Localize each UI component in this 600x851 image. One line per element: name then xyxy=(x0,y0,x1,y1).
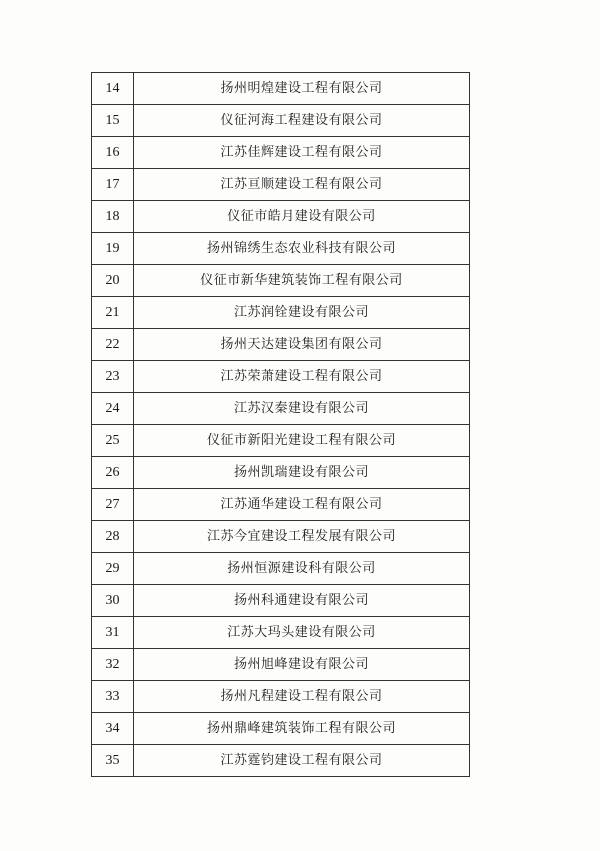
row-number: 20 xyxy=(92,265,134,297)
row-number: 16 xyxy=(92,137,134,169)
table-row xyxy=(92,233,470,265)
company-name: 江苏今宜建设工程发展有限公司 xyxy=(134,521,470,553)
row-number: 15 xyxy=(92,105,134,137)
company-name: 江苏通华建设工程有限公司 xyxy=(134,489,470,521)
company-name: 仪征市皓月建设有限公司 xyxy=(134,201,470,233)
row-number: 31 xyxy=(92,617,134,649)
company-list-table xyxy=(91,72,470,777)
row-number: 26 xyxy=(92,457,134,489)
company-name: 扬州旭峰建设有限公司 xyxy=(134,649,470,681)
company-name: 扬州天达建设集团有限公司 xyxy=(134,329,470,361)
company-name: 扬州鼎峰建筑装饰工程有限公司 xyxy=(134,713,470,745)
table-row xyxy=(92,73,470,105)
table-row xyxy=(92,713,470,745)
row-number: 19 xyxy=(92,233,134,265)
company-name: 扬州科通建设有限公司 xyxy=(134,585,470,617)
row-number: 22 xyxy=(92,329,134,361)
table-row xyxy=(92,105,470,137)
table-row xyxy=(92,745,470,777)
company-name: 扬州恒源建设科有限公司 xyxy=(134,553,470,585)
row-number: 27 xyxy=(92,489,134,521)
table-row xyxy=(92,553,470,585)
company-name: 扬州凡程建设工程有限公司 xyxy=(134,681,470,713)
company-name: 扬州凯瑞建设有限公司 xyxy=(134,457,470,489)
row-number: 30 xyxy=(92,585,134,617)
row-number: 32 xyxy=(92,649,134,681)
company-name: 江苏润铨建设有限公司 xyxy=(134,297,470,329)
row-number: 18 xyxy=(92,201,134,233)
company-name: 江苏大玛头建设有限公司 xyxy=(134,617,470,649)
table-row xyxy=(92,201,470,233)
row-number: 21 xyxy=(92,297,134,329)
company-name: 江苏佳辉建设工程有限公司 xyxy=(134,137,470,169)
table-row xyxy=(92,489,470,521)
row-number: 33 xyxy=(92,681,134,713)
row-number: 14 xyxy=(92,73,134,105)
table-row xyxy=(92,457,470,489)
table-row xyxy=(92,329,470,361)
company-name: 仪征河海工程建设有限公司 xyxy=(134,105,470,137)
row-number: 25 xyxy=(92,425,134,457)
table-row xyxy=(92,169,470,201)
row-number: 23 xyxy=(92,361,134,393)
table-row xyxy=(92,585,470,617)
table-row xyxy=(92,297,470,329)
row-number: 24 xyxy=(92,393,134,425)
table-row xyxy=(92,265,470,297)
row-number: 28 xyxy=(92,521,134,553)
row-number: 29 xyxy=(92,553,134,585)
company-name: 江苏荣萧建设工程有限公司 xyxy=(134,361,470,393)
company-name: 江苏汉秦建设有限公司 xyxy=(134,393,470,425)
table-row xyxy=(92,649,470,681)
table-row xyxy=(92,393,470,425)
company-name: 江苏霆钧建设工程有限公司 xyxy=(134,745,470,777)
table-row xyxy=(92,425,470,457)
company-name: 扬州锦绣生态农业科技有限公司 xyxy=(134,233,470,265)
table-row xyxy=(92,617,470,649)
table-row xyxy=(92,137,470,169)
company-name: 仪征市新阳光建设工程有限公司 xyxy=(134,425,470,457)
table-row xyxy=(92,361,470,393)
row-number: 34 xyxy=(92,713,134,745)
row-number: 35 xyxy=(92,745,134,777)
company-name: 江苏亘顺建设工程有限公司 xyxy=(134,169,470,201)
table-row xyxy=(92,681,470,713)
table-body xyxy=(92,73,470,777)
company-name: 仪征市新华建筑装饰工程有限公司 xyxy=(134,265,470,297)
company-name: 扬州明煌建设工程有限公司 xyxy=(134,73,470,105)
row-number: 17 xyxy=(92,169,134,201)
table-row xyxy=(92,521,470,553)
